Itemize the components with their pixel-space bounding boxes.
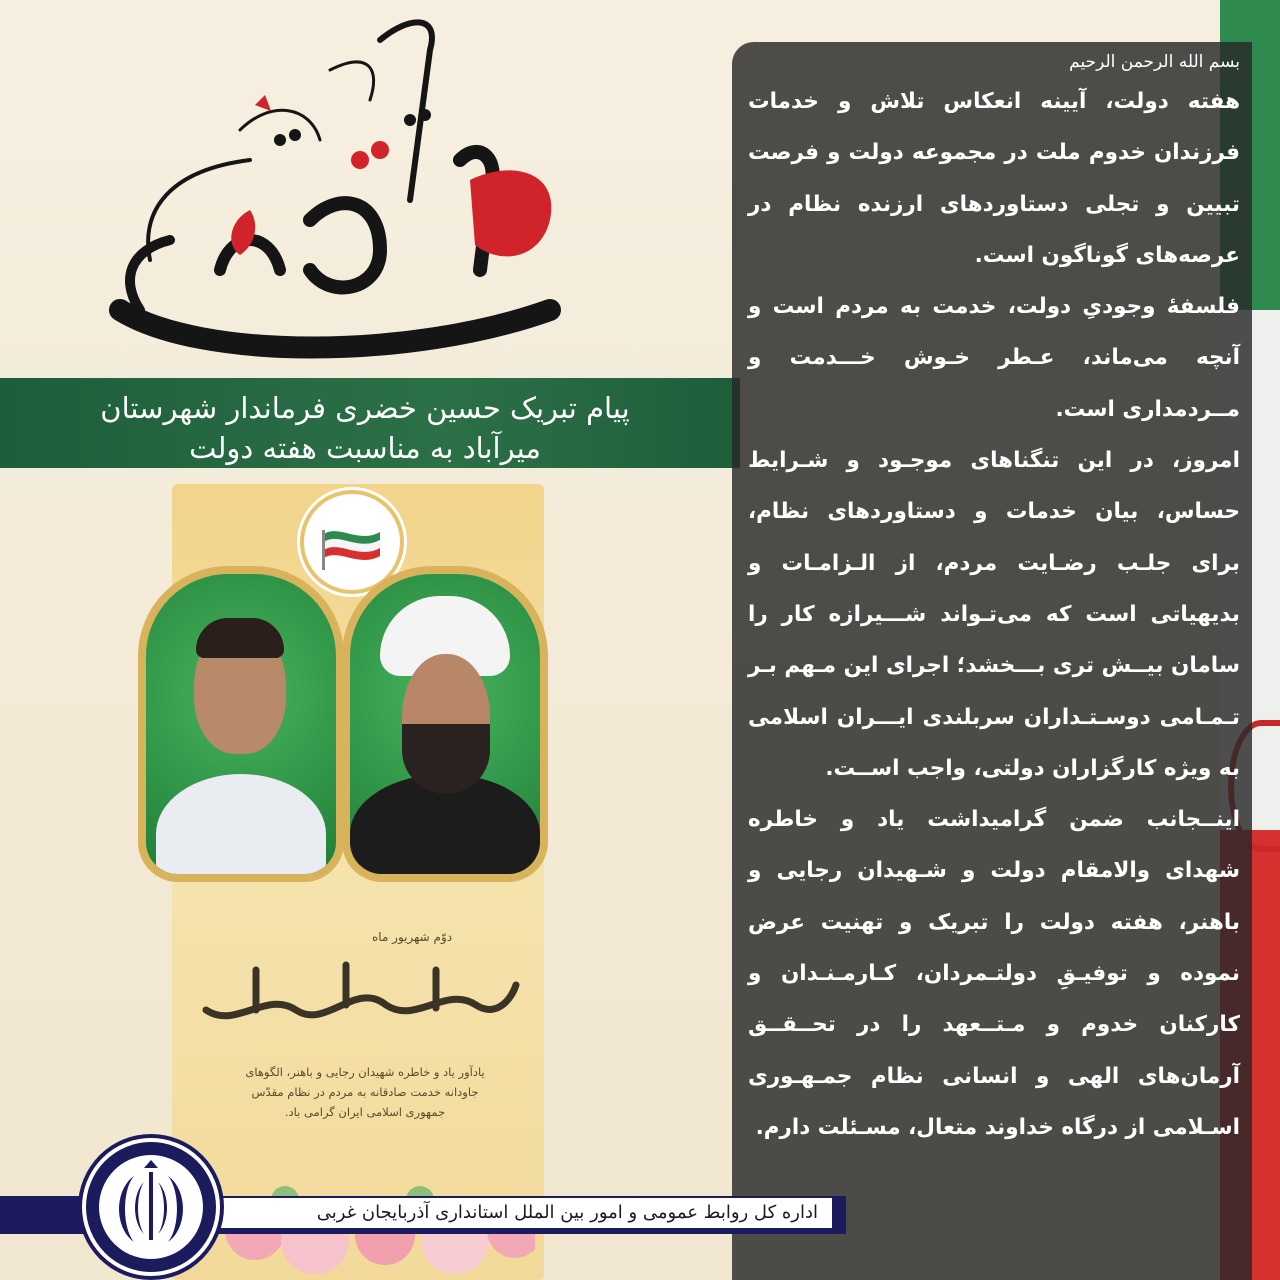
headline-line-1: پیام تبریک حسین خضری فرماندار شهرستان [100,391,630,425]
footer-text: اداره کل روابط عمومی و امور بین الملل استانداری آذربایجان غربی [316,1202,818,1223]
poster-caption-line: جاودانه خدمت صادقانه به مردم در نظام مقدّس [251,1085,479,1099]
hafte-dolat-calligraphy-logo [80,10,640,370]
portrait-frame-left [138,566,344,882]
poster-calligraphy [196,950,526,1040]
poster-subtitle: دوّم شهریور ماه [372,930,453,944]
message-paragraph: امروز، در این تنگناهای موجـود و شـرایط حساس، بیان خدمات و دستاوردهای نظام، برای جلـب رضـایت مردم، از الـزامـات و بدیهیاتی است که می‌تـواند شـــیرازه کار را سامان بیــش تری بـــخشد؛ اجرای این مـهم بـر تـمـامی دوسـتـداران سربلندی ایـــران اسلامی به ویژه کارگزاران دولتی، واجب اســت. [748,448,1240,781]
message-text [748,48,1240,1153]
bismillah: بسم الله الرحمن الرحیم [1069,52,1240,72]
message-paragraph: اینــجانب ضمن گرامیداشت یاد و خاطره شهدای والامقام دولت و شـهیدان رجایی و باهنر، هفته دولت را تبریک و تهنیت عرض نموده و توفیـقِ دولتـمردان، کـارمـنـدان و کارکنان خدوم و مـتــعهد را در تحــقــق آرمان‌های الهی و انسانی نظام جمـهـوری اسـلامی از درگاه خداوند متعال، مسـئلت دارم. [748,807,1240,1140]
portrait-frame-right [342,566,548,882]
iran-emblem-logo [82,1138,220,1276]
poster-caption-line: جمهوری اسلامی ایران گرامی باد. [284,1105,446,1119]
message-paragraph: فلسفهٔ وجودیِ دولت، خدمت به مردم است و آنچه می‌ماند، عـطر خـوش خـــدمت و مــردمداری است. [748,294,1240,422]
message-paragraph: هفته دولت، آیینه انعکاس تلاش و خدمات فرزندان خدوم ملت در مجموعه دولت و فرصت تبیین و تجلی دستاوردهای ارزنده نظام در عرصه‌های گوناگون است. [748,89,1240,268]
headline [0,388,730,468]
headline-line-2: میرآباد به مناسبت هفته دولت [189,431,541,465]
poster-caption-line: یادآور یاد و خاطره شهیدان رجایی و باهنر، الگوهای [245,1065,485,1079]
poster-caption [200,1062,530,1122]
